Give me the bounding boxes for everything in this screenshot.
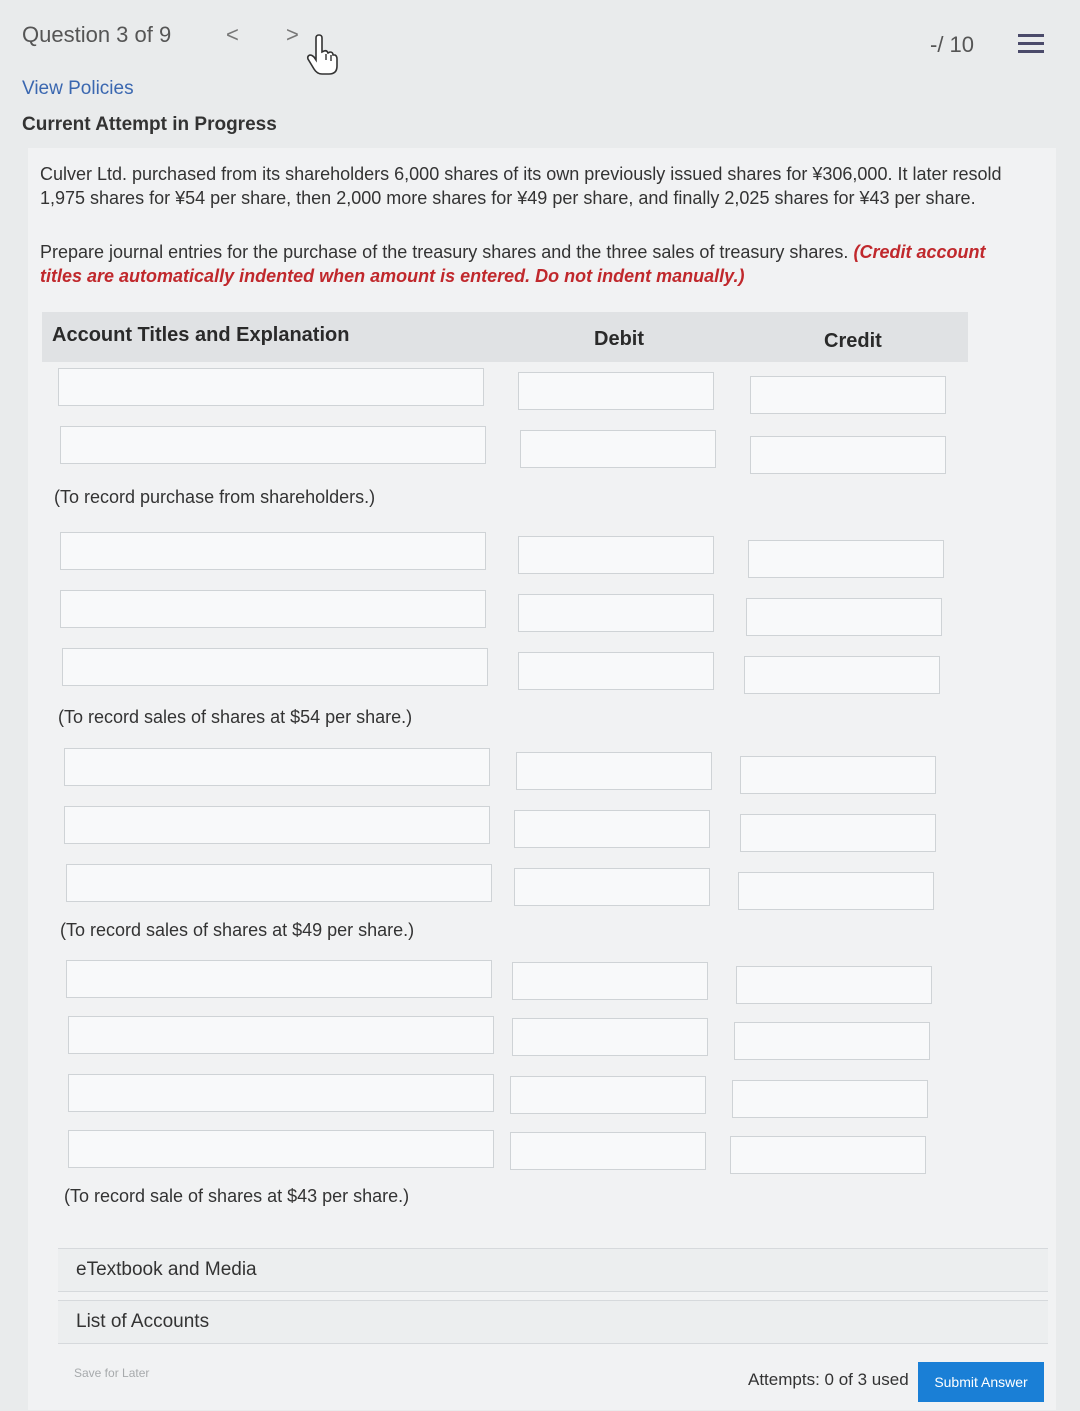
instruction-note: (Credit account titles are automatically indented when amount is entered. Do not indent manually.)	[40, 242, 986, 286]
account-title-input[interactable]	[60, 426, 486, 464]
account-title-input[interactable]	[62, 648, 488, 686]
account-title-input[interactable]	[68, 1016, 494, 1054]
credit-amount-input[interactable]	[730, 1136, 926, 1174]
account-title-input[interactable]	[60, 532, 486, 570]
attempts-counter: Attempts: 0 of 3 used	[748, 1370, 909, 1389]
credit-amount-input[interactable]	[736, 966, 932, 1004]
account-column-header: Account Titles and Explanation	[52, 324, 350, 346]
credit-amount-input[interactable]	[746, 598, 942, 636]
debit-amount-input[interactable]	[518, 536, 714, 574]
debit-amount-input[interactable]	[510, 1076, 706, 1114]
entry-explanation-sale-54: (To record sales of shares at $54 per share.)	[58, 707, 413, 727]
hand-pointer-icon	[306, 34, 338, 76]
etextbook-media-section[interactable]	[58, 1248, 1048, 1292]
debit-amount-input[interactable]	[512, 1018, 708, 1056]
problem-statement: Culver Ltd. purchased from its shareholders 6,000 shares of its own previously issued shares for ¥306,000. It later resold 1,975 shares for ¥54 per share, then 2,000 more shares for ¥49 per share, and finally 2,025 shares for ¥43 per share.	[40, 164, 1002, 208]
question-counter: Question 3 of 9	[22, 22, 172, 47]
debit-amount-input[interactable]	[514, 868, 710, 906]
next-question-button[interactable]: >	[286, 22, 299, 47]
entry-explanation-purchase: (To record purchase from shareholders.)	[54, 487, 376, 507]
credit-amount-input[interactable]	[750, 376, 946, 414]
debit-amount-input[interactable]	[518, 372, 714, 410]
account-title-input[interactable]	[66, 864, 492, 902]
debit-amount-input[interactable]	[518, 652, 714, 690]
debit-amount-input[interactable]	[514, 810, 710, 848]
previous-question-button[interactable]: <	[226, 22, 239, 47]
credit-column-header: Credit	[824, 330, 882, 352]
instructions	[40, 240, 1030, 288]
submit-answer-button[interactable]: Submit Answer	[918, 1362, 1044, 1402]
credit-amount-input[interactable]	[744, 656, 940, 694]
credit-amount-input[interactable]	[748, 540, 944, 578]
credit-amount-input[interactable]	[734, 1022, 930, 1060]
list-of-accounts-label: List of Accounts	[76, 1311, 210, 1332]
debit-amount-input[interactable]	[516, 752, 712, 790]
top-bar	[0, 0, 1080, 70]
view-policies-link[interactable]: View Policies	[22, 78, 134, 99]
entry-explanation-sale-49: (To record sales of shares at $49 per share.)	[60, 920, 415, 940]
debit-amount-input[interactable]	[520, 430, 716, 468]
save-for-later-button[interactable]: Save for Later	[74, 1366, 150, 1380]
account-title-input[interactable]	[64, 806, 490, 844]
list-of-accounts-section[interactable]	[58, 1300, 1048, 1344]
journal-table-header	[42, 312, 968, 362]
entry-explanation-sale-43: (To record sale of shares at $43 per share.)	[64, 1186, 410, 1206]
menu-icon[interactable]	[1018, 34, 1044, 56]
account-title-input[interactable]	[68, 1074, 494, 1112]
credit-amount-input[interactable]	[740, 814, 936, 852]
account-title-input[interactable]	[66, 960, 492, 998]
debit-column-header: Debit	[594, 328, 644, 350]
debit-amount-input[interactable]	[518, 594, 714, 632]
etextbook-media-label: eTextbook and Media	[76, 1259, 257, 1280]
debit-amount-input[interactable]	[512, 962, 708, 1000]
instruction-text: Prepare journal entries for the purchase of the treasury shares and the three sales of treasury shares.	[40, 242, 849, 262]
attempt-status: Current Attempt in Progress	[22, 114, 277, 135]
account-title-input[interactable]	[58, 368, 484, 406]
debit-amount-input[interactable]	[510, 1132, 706, 1170]
credit-amount-input[interactable]	[740, 756, 936, 794]
credit-amount-input[interactable]	[738, 872, 934, 910]
credit-amount-input[interactable]	[732, 1080, 928, 1118]
credit-amount-input[interactable]	[750, 436, 946, 474]
account-title-input[interactable]	[68, 1130, 494, 1168]
account-title-input[interactable]	[60, 590, 486, 628]
score-display: -/ 10	[930, 32, 975, 57]
account-title-input[interactable]	[64, 748, 490, 786]
